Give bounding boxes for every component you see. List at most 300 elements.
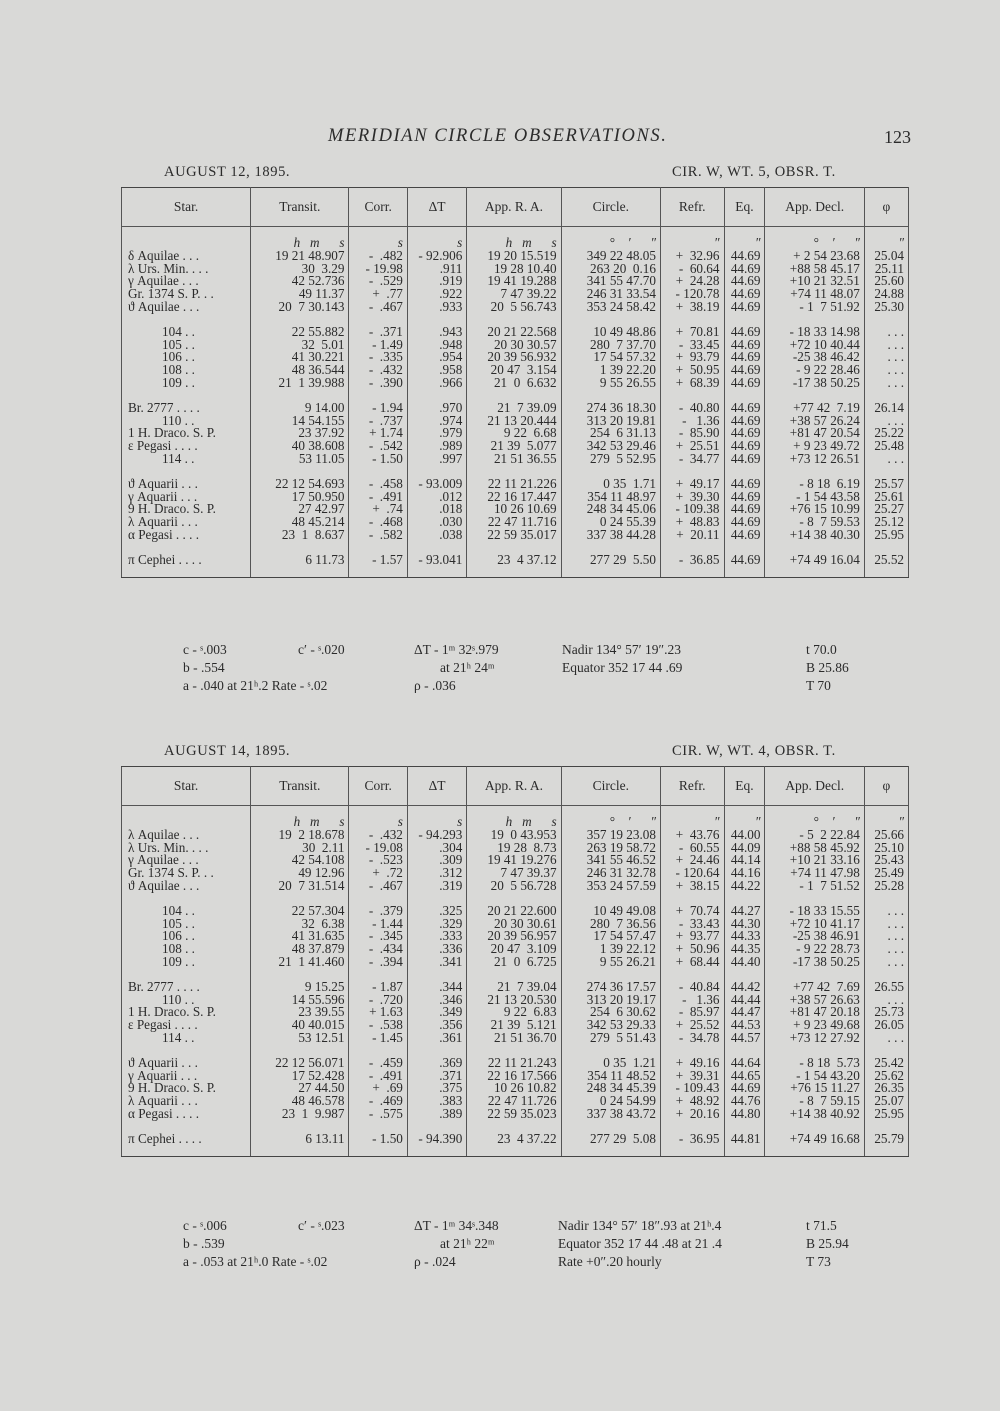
footer-rate: Rate +0″.20 hourly [558, 1254, 662, 1269]
cell-corr: - 1.57 [349, 542, 407, 577]
units-row [122, 227, 909, 250]
cell-refr: + 50.96 [660, 943, 724, 956]
cell-eq: 44.30 [724, 918, 765, 931]
cell-delta-t: .329 [407, 918, 466, 931]
cell-corr: - .523 [349, 854, 407, 867]
cell-star: λ Aquilae . . . [122, 829, 251, 842]
cell-transit: 42 52.736 [251, 275, 349, 288]
table-header-row [122, 767, 909, 806]
cell-app-decl: + 9 23 49.72 [765, 440, 864, 453]
cell-app-decl: +88 58 45.92 [765, 842, 864, 855]
cell-app-ra: 9 22 6.83 [467, 1006, 561, 1019]
unit-refr: ″ [660, 806, 724, 829]
unit-delta-t: s [407, 806, 466, 829]
footer-delta-t: ΔT - 1ᵐ 34ˢ.348 [414, 1218, 499, 1233]
cell-transit: 17 52.428 [251, 1070, 349, 1083]
cell-corr: - .491 [349, 1070, 407, 1083]
cell-eq: 44.65 [724, 1070, 765, 1083]
footer-temp-t: t 71.5 [806, 1218, 837, 1233]
cell-eq: 44.35 [724, 943, 765, 956]
table-row [122, 1032, 909, 1045]
cell-star: ε Pegasi . . . . [122, 1019, 251, 1032]
cell-eq: 44.27 [724, 893, 765, 918]
cell-phi: 25.79 [864, 1121, 908, 1156]
cell-eq: 44.69 [724, 364, 765, 377]
cell-circle: 274 36 18.30 [561, 390, 660, 415]
cell-eq: 44.69 [724, 440, 765, 453]
cell-refr: - 1.36 [660, 994, 724, 1007]
column-header-circle: Circle. [561, 188, 660, 227]
cell-app-decl: - 18 33 15.55 [765, 893, 864, 918]
cell-delta-t: .919 [407, 275, 466, 288]
cell-delta-t: .309 [407, 854, 466, 867]
units-row [122, 806, 909, 829]
cell-eq: 44.69 [724, 491, 765, 504]
cell-phi: 25.61 [864, 491, 908, 504]
cell-delta-t: .989 [407, 440, 466, 453]
cell-refr: - 109.38 [660, 503, 724, 516]
cell-delta-t: .966 [407, 377, 466, 390]
cell-corr: - 1.45 [349, 1032, 407, 1045]
cell-app-decl: - 1 54 43.20 [765, 1070, 864, 1083]
cell-delta-t: .943 [407, 314, 466, 339]
cell-delta-t: .336 [407, 943, 466, 956]
column-header-refr: Refr. [660, 188, 724, 227]
section-instrument: CIR. W, WT. 5, OBSR. T. [672, 164, 836, 180]
cell-corr: - .529 [349, 275, 407, 288]
unit-delta-t: s [407, 227, 466, 250]
cell-refr: + 49.17 [660, 466, 724, 491]
column-header-phi: φ [864, 767, 908, 806]
table-row [122, 1121, 909, 1156]
cell-delta-t: .304 [407, 842, 466, 855]
cell-delta-t: - 94.293 [407, 829, 466, 842]
cell-phi: 25.10 [864, 842, 908, 855]
cell-circle: 349 22 48.05 [561, 250, 660, 263]
cell-circle: 342 53 29.46 [561, 440, 660, 453]
cell-circle: 279 5 52.95 [561, 453, 660, 466]
cell-refr: - 85.97 [660, 1006, 724, 1019]
unit-transit: h m s [251, 806, 349, 829]
column-header-corr: Corr. [349, 767, 407, 806]
cell-phi: . . . [864, 1032, 908, 1045]
cell-star: π Cephei . . . . [122, 542, 251, 577]
cell-star: Gr. 1374 S. P. . . [122, 867, 251, 880]
unit-eq: ″ [724, 806, 765, 829]
cell-eq: 44.69 [724, 275, 765, 288]
cell-corr: - .582 [349, 529, 407, 542]
cell-eq: 44.69 [724, 339, 765, 352]
cell-phi: 25.62 [864, 1070, 908, 1083]
cell-app-decl: - 9 22 28.46 [765, 364, 864, 377]
column-header-app-decl: App. Decl. [765, 767, 864, 806]
cell-refr: + 68.44 [660, 956, 724, 969]
cell-transit: 30 3.29 [251, 263, 349, 276]
cell-delta-t: .349 [407, 1006, 466, 1019]
cell-corr: - .390 [349, 377, 407, 390]
cell-refr: + 43.76 [660, 829, 724, 842]
cell-transit: 22 55.882 [251, 314, 349, 339]
column-header-transit: Transit. [251, 188, 349, 227]
table-row [122, 893, 909, 918]
cell-app-ra: 20 39 56.957 [467, 930, 561, 943]
cell-delta-t: - 93.009 [407, 466, 466, 491]
cell-delta-t: .371 [407, 1070, 466, 1083]
table-row [122, 377, 909, 390]
footer-delta-t-epoch: at 21ʰ 22ᵐ [440, 1236, 495, 1251]
cell-app-ra: 19 28 10.40 [467, 263, 561, 276]
cell-transit: 40 38.608 [251, 440, 349, 453]
cell-transit: 23 37.92 [251, 427, 349, 440]
section-date: AUGUST 14, 1895. [164, 743, 291, 759]
cell-app-ra: 21 39 5.121 [467, 1019, 561, 1032]
cell-star: γ Aquilae . . . [122, 854, 251, 867]
cell-transit: 14 54.155 [251, 415, 349, 428]
cell-delta-t: .030 [407, 516, 466, 529]
cell-phi: . . . [864, 415, 908, 428]
cell-phi: . . . [864, 351, 908, 364]
cell-app-ra: 21 0 6.632 [467, 377, 561, 390]
cell-phi: 25.49 [864, 867, 908, 880]
cell-delta-t: .312 [407, 867, 466, 880]
cell-eq: 44.57 [724, 1032, 765, 1045]
cell-circle: 0 35 1.21 [561, 1045, 660, 1070]
cell-refr: + 70.81 [660, 314, 724, 339]
cell-circle: 263 19 58.72 [561, 842, 660, 855]
cell-star: 110 . . [122, 994, 251, 1007]
cell-transit: 22 57.304 [251, 893, 349, 918]
cell-app-ra: 20 21 22.568 [467, 314, 561, 339]
cell-corr: - 19.98 [349, 263, 407, 276]
cell-delta-t: .922 [407, 288, 466, 301]
cell-phi: 25.07 [864, 1095, 908, 1108]
cell-corr: - .467 [349, 880, 407, 893]
cell-corr: + .74 [349, 503, 407, 516]
cell-app-ra: 23 4 37.12 [467, 542, 561, 577]
cell-transit: 9 14.00 [251, 390, 349, 415]
cell-corr: - .737 [349, 415, 407, 428]
cell-corr: - .371 [349, 314, 407, 339]
cell-corr: - .469 [349, 1095, 407, 1108]
cell-refr: - 40.80 [660, 390, 724, 415]
cell-phi: 26.05 [864, 1019, 908, 1032]
cell-phi: 25.27 [864, 503, 908, 516]
cell-app-ra: 20 21 22.600 [467, 893, 561, 918]
page-number: 123 [884, 127, 911, 147]
cell-star: λ Urs. Min. . . . [122, 263, 251, 276]
cell-circle: 357 19 23.08 [561, 829, 660, 842]
cell-eq: 44.40 [724, 956, 765, 969]
footer-barometer: B 25.86 [806, 660, 849, 675]
cell-phi: . . . [864, 956, 908, 969]
cell-refr: - 60.64 [660, 263, 724, 276]
cell-circle: 17 54 57.47 [561, 930, 660, 943]
column-header-eq: Eq. [724, 188, 765, 227]
footer-nadir: Nadir 134° 57′ 18″.93 at 21ʰ.4 [558, 1218, 722, 1233]
cell-delta-t: - 92.906 [407, 250, 466, 263]
cell-app-decl: +77 42 7.19 [765, 390, 864, 415]
cell-delta-t: .333 [407, 930, 466, 943]
cell-app-ra: 21 51 36.70 [467, 1032, 561, 1045]
cell-app-ra: 20 30 30.61 [467, 918, 561, 931]
cell-corr: - .538 [349, 1019, 407, 1032]
cell-eq: 44.44 [724, 994, 765, 1007]
cell-corr: - .468 [349, 516, 407, 529]
cell-star: δ Aquilae . . . [122, 250, 251, 263]
footer-c-prime: c′ - ˢ.020 [298, 642, 345, 657]
cell-corr: - .432 [349, 364, 407, 377]
cell-eq: 44.00 [724, 829, 765, 842]
cell-delta-t: .974 [407, 415, 466, 428]
cell-phi: 26.35 [864, 1082, 908, 1095]
cell-circle: 313 20 19.17 [561, 994, 660, 1007]
column-header-delta-t: ΔT [407, 767, 466, 806]
cell-transit: 9 15.25 [251, 969, 349, 994]
cell-refr: - 109.43 [660, 1082, 724, 1095]
cell-star: 1 H. Draco. S. P. [122, 427, 251, 440]
column-header-phi: φ [864, 188, 908, 227]
cell-delta-t: .346 [407, 994, 466, 1007]
column-header-star: Star. [122, 188, 251, 227]
cell-circle: 0 24 54.99 [561, 1095, 660, 1108]
cell-eq: 44.69 [724, 503, 765, 516]
cell-app-ra: 20 5 56.743 [467, 301, 561, 314]
cell-transit: 53 12.51 [251, 1032, 349, 1045]
cell-circle: 254 6 31.13 [561, 427, 660, 440]
cell-refr: + 24.28 [660, 275, 724, 288]
cell-delta-t: .361 [407, 1032, 466, 1045]
cell-circle: 0 35 1.71 [561, 466, 660, 491]
cell-app-ra: 20 30 30.57 [467, 339, 561, 352]
cell-app-decl: - 18 33 14.98 [765, 314, 864, 339]
cell-transit: 14 55.596 [251, 994, 349, 1007]
cell-circle: 1 39 22.12 [561, 943, 660, 956]
cell-corr: - 1.49 [349, 339, 407, 352]
cell-eq: 44.69 [724, 453, 765, 466]
cell-circle: 353 24 57.59 [561, 880, 660, 893]
column-header-eq: Eq. [724, 767, 765, 806]
cell-star: 109 . . [122, 956, 251, 969]
cell-app-ra: 19 20 15.519 [467, 250, 561, 263]
cell-app-ra: 20 39 56.932 [467, 351, 561, 364]
cell-eq: 44.69 [724, 314, 765, 339]
cell-phi: 25.30 [864, 301, 908, 314]
cell-refr: + 20.11 [660, 529, 724, 542]
cell-delta-t: .383 [407, 1095, 466, 1108]
cell-corr: + 1.63 [349, 1006, 407, 1019]
cell-phi: 25.42 [864, 1045, 908, 1070]
cell-star: α Pegasi . . . . [122, 1108, 251, 1121]
footer-b: b - .554 [183, 660, 225, 675]
cell-star: 114 . . [122, 453, 251, 466]
cell-transit: 21 1 39.988 [251, 377, 349, 390]
cell-app-ra: 20 47 3.109 [467, 943, 561, 956]
unit-transit: h m s [251, 227, 349, 250]
cell-eq: 44.33 [724, 930, 765, 943]
cell-delta-t: .325 [407, 893, 466, 918]
cell-refr: - 85.90 [660, 427, 724, 440]
cell-circle: 277 29 5.08 [561, 1121, 660, 1156]
cell-corr: - 1.87 [349, 969, 407, 994]
cell-star: 105 . . [122, 339, 251, 352]
cell-refr: - 40.84 [660, 969, 724, 994]
column-header-app-decl: App. Decl. [765, 188, 864, 227]
cell-transit: 53 11.05 [251, 453, 349, 466]
cell-circle: 313 20 19.81 [561, 415, 660, 428]
cell-star: 110 . . [122, 415, 251, 428]
cell-star: λ Aquarii . . . [122, 516, 251, 529]
cell-refr: + 50.95 [660, 364, 724, 377]
cell-circle: 248 34 45.39 [561, 1082, 660, 1095]
unit-phi: ″ [864, 227, 908, 250]
unit-star [122, 227, 251, 250]
cell-phi: 26.14 [864, 390, 908, 415]
cell-refr: - 120.78 [660, 288, 724, 301]
section-instrument: CIR. W, WT. 4, OBSR. T. [672, 743, 836, 759]
cell-corr: - .345 [349, 930, 407, 943]
cell-app-decl: +73 12 26.51 [765, 453, 864, 466]
cell-app-ra: 21 7 39.09 [467, 390, 561, 415]
cell-delta-t: .319 [407, 880, 466, 893]
footer-b: b - .539 [183, 1236, 225, 1251]
cell-star: ϑ Aquilae . . . [122, 301, 251, 314]
table-row [122, 1108, 909, 1121]
footer-nadir: Nadir 134° 57′ 19″.23 [562, 642, 681, 657]
cell-refr: - 1.36 [660, 415, 724, 428]
column-header-star: Star. [122, 767, 251, 806]
cell-app-ra: 19 41 19.276 [467, 854, 561, 867]
cell-phi: 25.48 [864, 440, 908, 453]
cell-app-decl: - 8 18 5.73 [765, 1045, 864, 1070]
cell-delta-t: .933 [407, 301, 466, 314]
cell-app-ra: 22 11 21.226 [467, 466, 561, 491]
cell-star: 106 . . [122, 930, 251, 943]
cell-star: 108 . . [122, 364, 251, 377]
cell-phi: . . . [864, 339, 908, 352]
cell-app-decl: + 9 23 49.68 [765, 1019, 864, 1032]
cell-corr: + .77 [349, 288, 407, 301]
cell-eq: 44.69 [724, 427, 765, 440]
cell-circle: 337 38 43.72 [561, 1108, 660, 1121]
unit-eq: ″ [724, 227, 765, 250]
cell-app-decl: - 9 22 28.73 [765, 943, 864, 956]
cell-app-decl: +74 11 47.98 [765, 867, 864, 880]
cell-phi: . . . [864, 377, 908, 390]
cell-app-ra: 23 4 37.22 [467, 1121, 561, 1156]
cell-eq: 44.69 [724, 301, 765, 314]
cell-phi: 25.28 [864, 880, 908, 893]
cell-phi: . . . [864, 930, 908, 943]
cell-corr: + 1.74 [349, 427, 407, 440]
cell-delta-t: .375 [407, 1082, 466, 1095]
cell-eq: 44.69 [724, 377, 765, 390]
cell-eq: 44.69 [724, 351, 765, 364]
cell-app-ra: 20 47 3.154 [467, 364, 561, 377]
footer-rho: ρ - .024 [414, 1254, 456, 1269]
cell-star: ε Pegasi . . . . [122, 440, 251, 453]
observation-table [121, 766, 909, 1157]
cell-star: Gr. 1374 S. P. . . [122, 288, 251, 301]
cell-app-ra: 22 11 21.243 [467, 1045, 561, 1070]
cell-refr: - 33.45 [660, 339, 724, 352]
cell-phi: . . . [864, 314, 908, 339]
footer-temp-t: t 70.0 [806, 642, 837, 657]
cell-eq: 44.69 [724, 263, 765, 276]
cell-app-decl: -17 38 50.25 [765, 377, 864, 390]
cell-delta-t: .341 [407, 956, 466, 969]
cell-app-ra: 22 59 35.023 [467, 1108, 561, 1121]
cell-transit: 22 12 56.071 [251, 1045, 349, 1070]
cell-app-ra: 21 13 20.444 [467, 415, 561, 428]
cell-eq: 44.16 [724, 867, 765, 880]
cell-circle: 254 6 30.62 [561, 1006, 660, 1019]
table-row [122, 466, 909, 491]
unit-refr: ″ [660, 227, 724, 250]
cell-eq: 44.14 [724, 854, 765, 867]
cell-refr: - 36.95 [660, 1121, 724, 1156]
footer-rho: ρ - .036 [414, 678, 456, 693]
cell-circle: 280 7 36.56 [561, 918, 660, 931]
cell-star: γ Aquarii . . . [122, 1070, 251, 1083]
cell-corr: - .575 [349, 1108, 407, 1121]
cell-delta-t: .356 [407, 1019, 466, 1032]
cell-circle: 246 31 32.78 [561, 867, 660, 880]
cell-delta-t: - 94.390 [407, 1121, 466, 1156]
cell-transit: 27 42.97 [251, 503, 349, 516]
cell-circle: 277 29 5.50 [561, 542, 660, 577]
cell-eq: 44.09 [724, 842, 765, 855]
cell-star: ϑ Aquilae . . . [122, 880, 251, 893]
cell-eq: 44.69 [724, 516, 765, 529]
cell-transit: 17 50.950 [251, 491, 349, 504]
cell-corr: - .720 [349, 994, 407, 1007]
cell-eq: 44.53 [724, 1019, 765, 1032]
cell-star: ϑ Aquarii . . . [122, 466, 251, 491]
table-row [122, 542, 909, 577]
cell-circle: 274 36 17.57 [561, 969, 660, 994]
cell-refr: + 48.83 [660, 516, 724, 529]
cell-circle: 0 24 55.39 [561, 516, 660, 529]
footer-barometer: B 25.94 [806, 1236, 849, 1251]
cell-refr: + 32.96 [660, 250, 724, 263]
cell-app-decl: +74 49 16.68 [765, 1121, 864, 1156]
cell-circle: 248 34 45.06 [561, 503, 660, 516]
cell-app-decl: - 8 7 59.53 [765, 516, 864, 529]
cell-star: λ Aquarii . . . [122, 1095, 251, 1108]
cell-corr: - .335 [349, 351, 407, 364]
cell-corr: - 1.94 [349, 390, 407, 415]
cell-corr: - 1.50 [349, 453, 407, 466]
cell-transit: 20 7 30.143 [251, 301, 349, 314]
cell-phi: 25.22 [864, 427, 908, 440]
cell-refr: - 34.77 [660, 453, 724, 466]
cell-eq: 44.69 [724, 415, 765, 428]
cell-star: 9 H. Draco. S. P. [122, 1082, 251, 1095]
cell-refr: + 48.92 [660, 1095, 724, 1108]
cell-app-ra: 21 39 5.077 [467, 440, 561, 453]
table-row [122, 529, 909, 542]
cell-circle: 9 55 26.55 [561, 377, 660, 390]
cell-eq: 44.69 [724, 288, 765, 301]
cell-refr: - 36.85 [660, 542, 724, 577]
cell-app-decl: + 2 54 23.68 [765, 250, 864, 263]
cell-phi: . . . [864, 943, 908, 956]
cell-app-decl: +74 49 16.04 [765, 542, 864, 577]
column-header-app-ra: App. R. A. [467, 188, 561, 227]
cell-eq: 44.47 [724, 1006, 765, 1019]
cell-transit: 32 6.38 [251, 918, 349, 931]
cell-refr: + 38.19 [660, 301, 724, 314]
